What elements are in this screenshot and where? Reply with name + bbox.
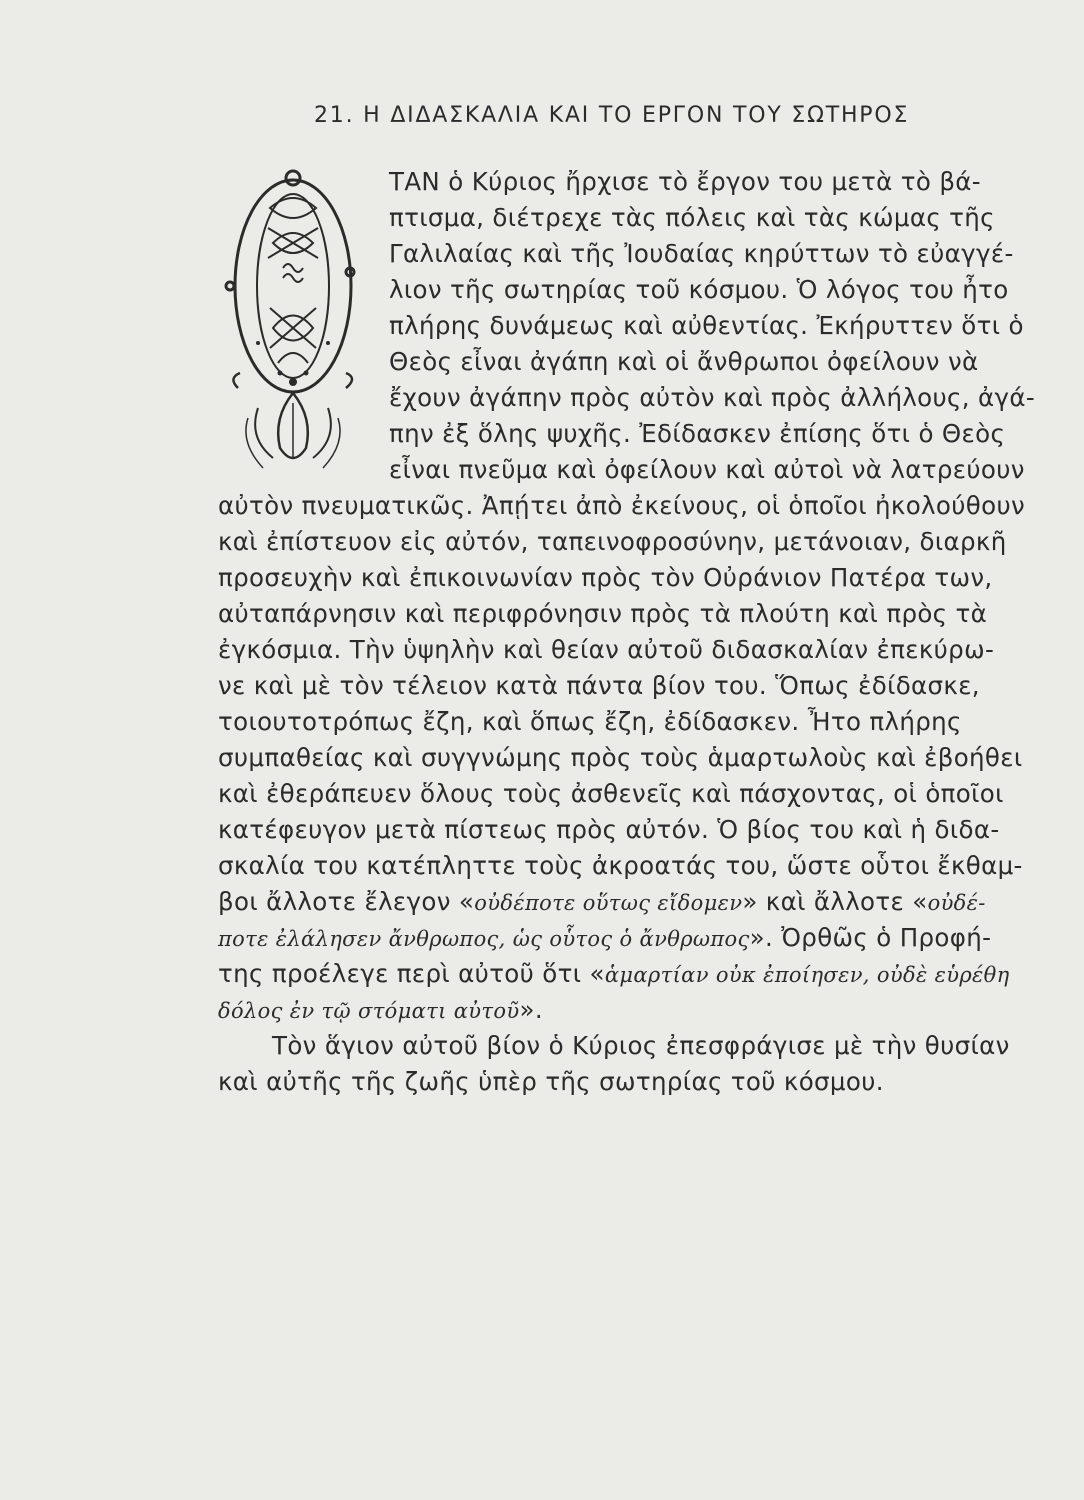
text-line-5: πλήρης δυνάμεως καὶ αὐθεντίας. Ἐκήρυττεν ὅτι ὁ xyxy=(389,311,1024,340)
text-line-23 xyxy=(218,959,1010,988)
line21-part-a: βοι ἄλλοτε ἔλεγον « xyxy=(218,887,475,916)
text-line-25: Τὸν ἅγιον αὐτοῦ βίον ὁ Κύριος ἐπεσφράγισε μὲ τὴν θυσίαν xyxy=(272,1031,1010,1060)
text-line-10: αὐτὸν πνευματικῶς. Ἀπῄτει ἀπὸ ἐκείνους, οἱ ὁποῖοι ἠκολούθουν xyxy=(218,491,1026,520)
text-line-3: Γαλιλαίας καὶ τῆς Ἰουδαίας κηρύττων τὸ εὐαγγέ- xyxy=(389,239,1014,268)
text-line-18: καὶ ἐθεράπευεν ὅλους τοὺς ἀσθενεῖς καὶ πάσχοντας, οἱ ὁποῖοι xyxy=(218,779,1004,808)
text-line-17: συμπαθείας καὶ συγγνώμης πρὸς τοὺς ἁμαρτωλοὺς καὶ ἐβοήθει xyxy=(218,743,1023,772)
text-line-13: αὐταπάρνησιν καὶ περιφρόνησιν πρὸς τὰ πλούτη καὶ πρὸς τὰ xyxy=(218,599,988,628)
quote-italic-3-end: δόλος ἐν τῷ στόματι αὐτοῦ xyxy=(218,999,520,1023)
text-line-20: σκαλία του κατέπληττε τοὺς ἀκροατάς του, ὥστε οὗτοι ἔκθαμ- xyxy=(218,851,1023,880)
text-line-24 xyxy=(218,995,543,1024)
text-line-12: προσευχὴν καὶ ἐπικοινωνίαν πρὸς τὸν Οὐράνιον Πατέρα των, xyxy=(218,563,993,592)
text-line-4: λιον τῆς σωτηρίας τοῦ κόσμου. Ὁ λόγος του ἦτο xyxy=(389,275,1009,304)
drop-cap-ornament-icon xyxy=(218,168,368,480)
line23-part-a: της προέλεγε περὶ αὐτοῦ ὅτι « xyxy=(218,959,605,988)
line24-part-b: ». xyxy=(519,995,543,1024)
text-line-1: ΤΑΝ ὁ Κύριος ἤρχισε τὸ ἔργον του μετὰ τὸ βά- xyxy=(389,167,981,196)
quote-italic-3-start: ἁμαρτίαν οὐκ ἐποίησεν, οὐδὲ εὑρέθη xyxy=(604,963,1010,987)
text-line-8: πην ἐξ ὅλης ψυχῆς. Ἐδίδασκεν ἐπίσης ὅτι ὁ Θεὸς xyxy=(389,419,1006,448)
text-line-11: καὶ ἐπίστευον εἰς αὐτόν, ταπεινοφροσύνην, μετάνοιαν, διαρκῆ xyxy=(218,527,1007,556)
quote-italic-1: οὐδέποτε οὕτως εἴδομεν xyxy=(474,891,743,915)
quote-italic-2-end: ποτε ἐλάλησεν ἄνθρωπος, ὡς οὗτος ὁ ἄνθρωπος xyxy=(218,927,750,951)
text-line-2: πτισμα, διέτρεχε τὰς πόλεις καὶ τὰς κώμας τῆς xyxy=(389,203,995,232)
text-line-19: κατέφευγον μετὰ πίστεως πρὸς αὐτόν. Ὁ βίος του καὶ ἡ διδα- xyxy=(218,815,1000,844)
line22-part-b: ». Ὀρθῶς ὁ Προφή- xyxy=(749,923,992,952)
text-line-16: τοιουτοτρόπως ἔζη, καὶ ὅπως ἔζη, ἐδίδασκεν. Ἦτο πλήρης xyxy=(218,707,962,736)
text-line-14: ἐγκόσμια. Τὴν ὑψηλὴν καὶ θείαν αὐτοῦ διδασκαλίαν ἐπεκύρω- xyxy=(218,635,995,664)
text-line-26: καὶ αὐτῆς τῆς ζωῆς ὑπὲρ τῆς σωτηρίας τοῦ κόσμου. xyxy=(218,1067,884,1096)
chapter-heading: 21. Η ΔΙΔΑΣΚΑΛΙΑ ΚΑΙ ΤΟ ΕΡΓΟΝ ΤΟΥ ΣΩΤΗΡΟΣ xyxy=(314,103,910,128)
text-line-22 xyxy=(218,923,992,952)
text-line-15: νε καὶ μὲ τὸν τέλειον κατὰ πάντα βίον του. Ὅπως ἐδίδασκε, xyxy=(218,671,980,700)
text-line-6: Θεὸς εἶναι ἀγάπη καὶ οἱ ἄνθρωποι ὀφείλουν νὰ xyxy=(389,347,979,376)
text-line-21 xyxy=(218,887,986,916)
line21-part-c: » καὶ ἄλλοτε « xyxy=(742,887,928,916)
text-line-7: ἔχουν ἀγάπην πρὸς αὐτὸν καὶ πρὸς ἀλλήλους, ἀγά- xyxy=(389,383,1036,412)
ornamental-drop-cap xyxy=(218,168,368,480)
quote-italic-2-start: οὐδέ- xyxy=(927,891,986,915)
text-line-9: εἶναι πνεῦμα καὶ ὀφείλουν καὶ αὐτοὶ νὰ λατρεύουν xyxy=(389,455,1025,484)
